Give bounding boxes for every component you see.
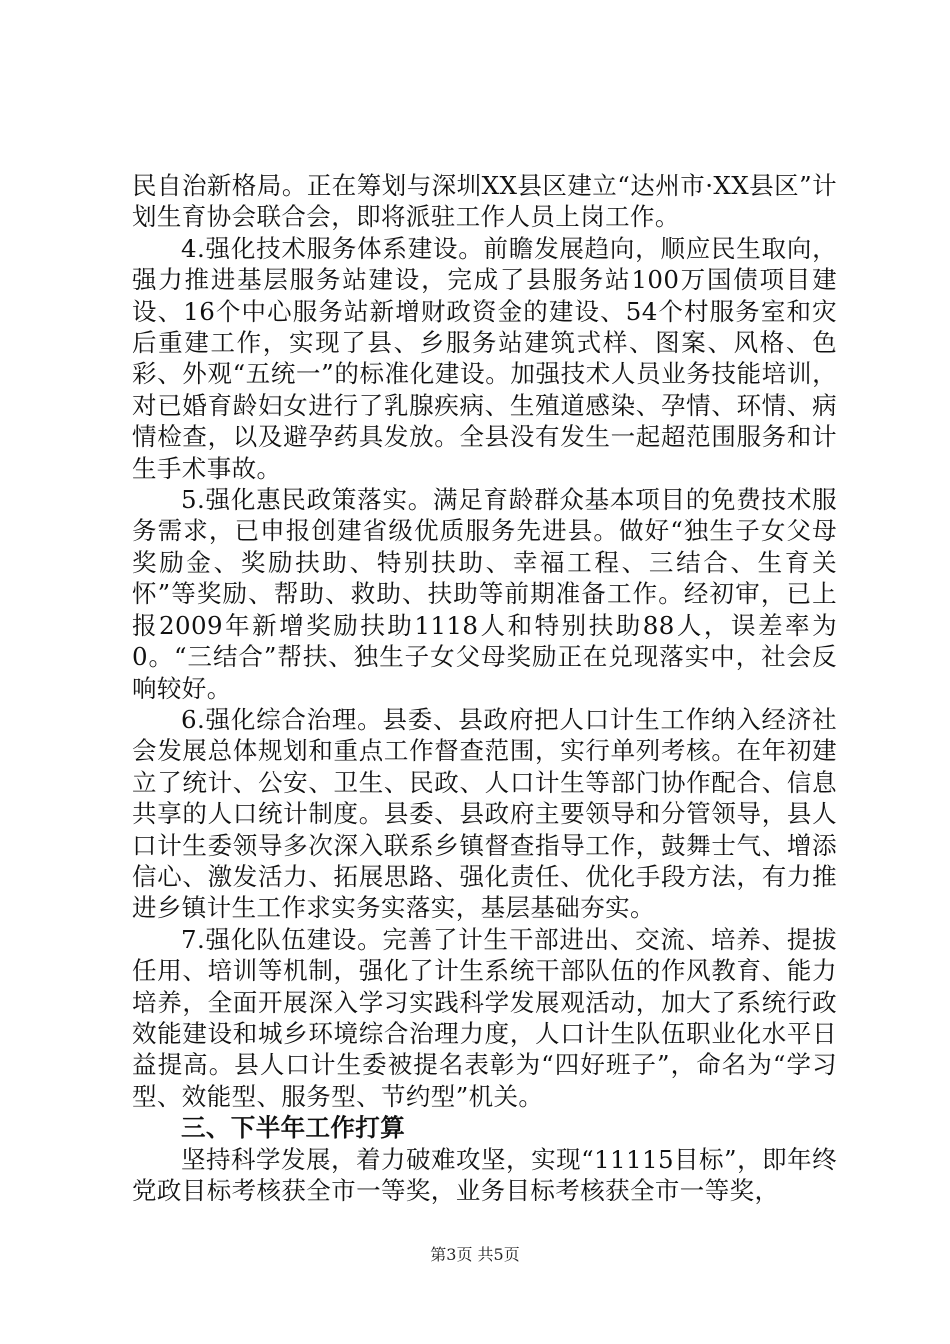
page-number-footer: 第3页 共5页: [430, 1245, 520, 1264]
paragraph-continuation: 民自治新格局。正在筹划与深圳XX县区建立“达州市·XX县区”计划生育协会联合会，即将派驻工作人员上岗工作。: [132, 171, 837, 232]
section-heading: 三、下半年工作打算: [181, 1113, 406, 1143]
paragraph-closing: 坚持科学发展，着力破难攻坚，实现“11115目标”，即年终党政目标考核获全市一等奖，业务目标考核获全市一等奖，: [132, 1144, 837, 1205]
paragraph-item-6: 6.强化综合治理。县委、县政府把人口计生工作纳入经济社会发展总体规划和重点工作督查范围，实行单列考核。在年初建立了统计、公安、卫生、民政、人口计生等部门协作配合、信息共享的人口统计制度。县委、县政府主要领导和分管领导，县人口计生委领导多次深入联系乡镇督查指导工作，鼓舞士气、增添信心、激发活力、拓展思路、强化责任、优化手段方法，有力推进乡镇计生工作求实务实落实，基层基础夯实。: [132, 704, 837, 923]
document-body: [132, 170, 837, 1206]
paragraph-item-7: 7.强化队伍建设。完善了计生干部进出、交流、培养、提拔任用、培训等机制，强化了计生系统干部队伍的作风教育、能力培养，全面开展深入学习实践科学发展观活动，加大了系统行政效能建设和城乡环境综合治理力度，人口计生队伍职业化水平日益提高。县人口计生委被提名表彰为“四好班子”，命名为“学习型、效能型、服务型、节约型”机关。: [132, 924, 837, 1111]
paragraph-item-5: 5.强化惠民政策落实。满足育龄群众基本项目的免费技术服务需求，已申报创建省级优质服务先进县。做好“独生子女父母奖励金、奖励扶助、特别扶助、幸福工程、三结合、生育关怀”等奖励、帮助、救助、扶助等前期准备工作。经初审，已上报2009年新增奖励扶助1118人和特别扶助88人，误差率为0。“三结合”帮扶、独生子女父母奖励正在兑现落实中，社会反响较好。: [132, 485, 837, 703]
paragraph-item-4: 4.强化技术服务体系建设。前瞻发展趋向，顺应民生取向，强力推进基层服务站建设，完成了县服务站100万国债项目建设、16个中心服务站新增财政资金的建设、54个村服务室和灾后重建工作，实现了县、乡服务站建筑式样、图案、风格、色彩、外观“五统一”的标准化建设。加强技术人员业务技能培训，对已婚育龄妇女进行了乳腺疾病、生殖道感染、孕情、环情、病情检查，以及避孕药具发放。全县没有发生一起超范围服务和计生手术事故。: [132, 233, 837, 483]
